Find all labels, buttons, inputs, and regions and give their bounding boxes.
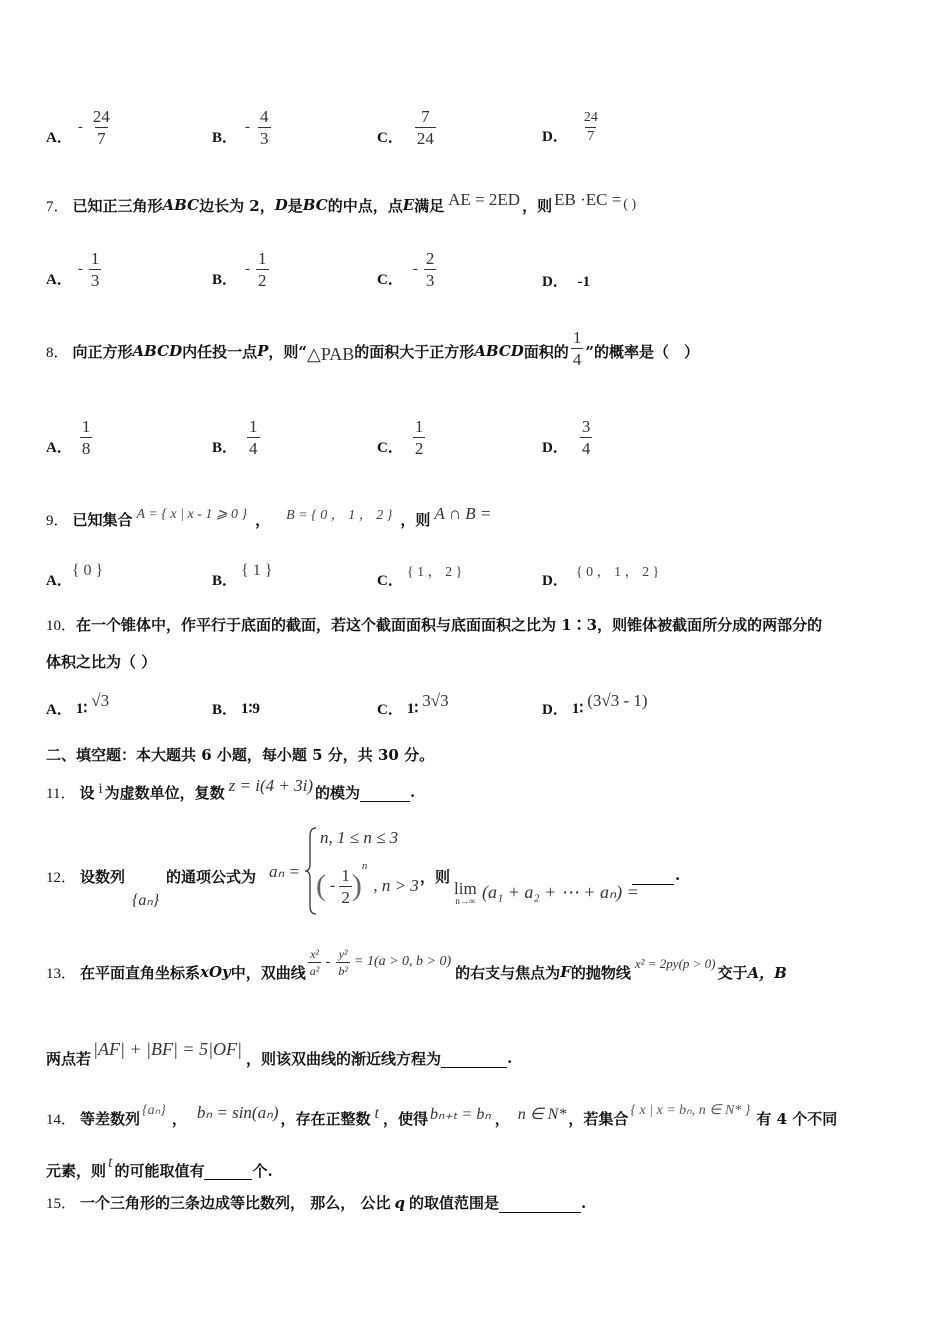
q6-option-c-label: C． <box>377 129 403 146</box>
q14-t: t <box>374 1105 379 1122</box>
q6-option-a[interactable] <box>46 104 112 150</box>
q7-option-a[interactable] <box>46 246 101 292</box>
q8-option-c-label: C． <box>377 439 403 456</box>
q10-option-b-label: B． <box>212 701 238 718</box>
q15-text2: 的取值范围是 <box>408 1194 499 1212</box>
q6-option-a-sign: - <box>77 118 83 135</box>
q13-line2-text2: ，则该双曲线的渐近线方程为 <box>245 1049 441 1068</box>
q15-end: . <box>580 1194 587 1212</box>
q14-line2-text1: 元素，则 <box>46 1161 107 1180</box>
q10-option-c-label: C． <box>377 701 403 718</box>
q13-hyperbola-x <box>308 948 322 977</box>
q11-answer-blank[interactable] <box>360 783 410 802</box>
q12-case2-cond: , n > 3 <box>373 876 419 895</box>
q9-sep: ， <box>255 510 271 529</box>
q13-line2-expression: |AF| + |BF| = 5|OF| <box>93 1038 242 1059</box>
q12-end: . <box>675 866 681 884</box>
q6-option-a-num: 24 <box>92 106 110 126</box>
q9-option-c-label: C． <box>377 572 403 589</box>
q6-option-b-den: 3 <box>260 128 269 148</box>
q15-number: 15． <box>46 1196 77 1212</box>
q8-fraction-num: 1 <box>572 327 582 347</box>
q13-answer-blank[interactable] <box>441 1049 507 1068</box>
q6-option-c[interactable] <box>377 104 436 150</box>
q14-line2 <box>46 1150 273 1180</box>
q12-text1: 设数列 <box>80 868 126 886</box>
q12-text3: ，则 <box>420 868 451 886</box>
q12-case2 <box>316 858 419 914</box>
q7-stem <box>46 190 636 220</box>
q13-stem <box>46 934 787 1004</box>
q12-case2-lparen: ( <box>316 869 326 902</box>
q12-case2-den: 2 <box>341 887 350 907</box>
q10-option-d[interactable] <box>542 686 648 716</box>
q13-text4: 的抛物线 <box>570 963 631 982</box>
q10-option-b-prefix: 1∶9 <box>241 700 260 717</box>
q10-option-d-value: (3√3 - 1) <box>587 691 648 710</box>
q13-end: . <box>507 1049 513 1067</box>
q9-option-a[interactable] <box>46 556 104 589</box>
q14-answer-blank[interactable] <box>204 1161 252 1180</box>
q12-number: 12． <box>46 870 77 886</box>
q13-line2-text1: 两点若 <box>46 1049 92 1068</box>
q7-point-d: D <box>274 196 288 214</box>
q8-option-a-fraction <box>80 418 93 457</box>
q7-condition: AE = 2ED <box>448 190 521 209</box>
q13-points: A，B <box>747 963 787 982</box>
q10-option-c[interactable] <box>377 686 449 716</box>
q10-option-c-prefix: 1∶ <box>406 700 419 717</box>
q15-stem <box>46 1192 586 1213</box>
q14-text4: ，若集合 <box>568 1109 629 1128</box>
q8-text3: ，则“ <box>268 342 308 361</box>
q14-sep1: ， <box>171 1109 187 1128</box>
q12-an: aₙ = <box>269 862 300 881</box>
q7-option-b-sign: - <box>245 260 251 277</box>
q9-option-c[interactable] <box>377 556 463 589</box>
q6-option-c-num: 7 <box>421 106 430 126</box>
q13-ha: a² <box>309 963 320 978</box>
q8-option-a-den: 8 <box>81 438 91 458</box>
q8-option-c-den: 2 <box>414 438 424 458</box>
q8-text4: 的面积大于正方形 <box>354 342 475 361</box>
q11-end: . <box>410 783 416 801</box>
q7-text5: 满足 <box>414 196 445 215</box>
q14-bnt: bₙ₊ₜ = bₙ <box>430 1106 491 1123</box>
q9-option-c-value: { 1 ， 2 } <box>406 565 463 580</box>
q9-option-b[interactable] <box>212 556 273 589</box>
q10-line2: 体积之比为（ ） <box>46 653 157 671</box>
q9-option-a-label: A． <box>46 572 72 589</box>
q8-fraction-den: 4 <box>572 349 582 369</box>
q8-option-d-label: D． <box>542 439 568 456</box>
q10-number: 10． <box>46 618 77 634</box>
q12-case2-rparen: ) <box>351 869 362 902</box>
q8-option-b-fraction <box>247 418 260 457</box>
q8-point: P <box>257 342 269 360</box>
q8-option-a[interactable] <box>46 414 92 460</box>
q13-minus: - <box>325 953 331 970</box>
q8-option-c[interactable] <box>377 414 425 460</box>
q11-number: 11． <box>46 785 76 802</box>
q10-option-a-label: A． <box>46 701 72 718</box>
q12-case2-sign: - <box>330 877 336 894</box>
q10-option-a[interactable] <box>46 686 109 716</box>
q6-option-b-num: 4 <box>260 106 269 126</box>
q7-option-d-value: -1 <box>577 274 591 290</box>
q15-q: q <box>394 1194 405 1212</box>
q9-stem <box>46 494 491 534</box>
q10-option-a-value: √3 <box>91 691 110 710</box>
q9-option-a-value: { 0 } <box>71 562 104 579</box>
q6-option-b-sign: - <box>245 118 251 135</box>
q7-option-a-den: 3 <box>90 270 100 290</box>
q13-text5: 交于 <box>717 963 748 982</box>
q7-option-d-label: D． <box>542 274 568 290</box>
q9-set-a: A = { x | x - 1 ⩾ 0 } <box>136 506 248 522</box>
q9-set-b: B = { 0 ， 1 ， 2 } <box>286 508 393 523</box>
q14-number: 14． <box>46 1111 77 1128</box>
q7-option-b-label: B． <box>212 271 238 288</box>
q14-line2-end: 个. <box>252 1161 273 1180</box>
q8-stem <box>46 328 699 374</box>
q14-sequence: {aₙ} <box>142 1102 166 1118</box>
q12-case2-num: 1 <box>341 865 350 885</box>
q13-xoy: xOy <box>200 963 231 981</box>
q7-option-c-label: C． <box>377 271 403 288</box>
q14-stem <box>46 1094 837 1134</box>
q13-text2: 中，双曲线 <box>230 963 306 982</box>
section2-title: 二、填空题：本大题共 6 小题，每小题 5 分，共 30 分。 <box>46 746 435 764</box>
q12-sequence: {aₙ} <box>132 892 160 909</box>
q13-hb: b² <box>338 963 348 978</box>
q8-text6: ”的概率是（ ） <box>585 342 699 361</box>
q10-line1 <box>46 614 822 635</box>
q7-option-b-den: 2 <box>258 270 267 290</box>
q15-text1: 一个三角形的三条边成等比数列， 那么， 公比 <box>80 1194 391 1212</box>
q8-option-d-num: 3 <box>581 416 591 436</box>
q9-option-d[interactable] <box>542 556 660 589</box>
q8-triangle: △PAB <box>307 343 355 364</box>
q8-option-d-fraction <box>580 418 593 457</box>
q14-text3: ，使得 <box>382 1109 428 1128</box>
q8-option-a-label: A． <box>46 439 72 456</box>
q11-text2: 为虚数单位，复数 <box>104 783 225 802</box>
q8-option-c-num: 1 <box>414 416 424 436</box>
q13-focus: F <box>560 963 571 981</box>
q6-option-a-label: A． <box>46 129 72 146</box>
q10-option-c-value: 3√3 <box>422 691 449 710</box>
q7-point-e: E <box>402 196 415 214</box>
q6-option-b-label: B． <box>212 129 238 146</box>
q7-text1: 已知正三角形 <box>72 196 163 215</box>
q12-lim-word: lim <box>454 879 477 898</box>
q14-line2-text2: 的可能取值有 <box>114 1161 205 1180</box>
q12-answer-blank[interactable] <box>632 866 674 885</box>
q9-option-d-value: { 0 ， 1 ， 2 } <box>575 565 660 580</box>
q6-option-b-fraction <box>258 108 271 147</box>
q6-option-a-fraction <box>91 108 112 147</box>
q9-option-b-label: B． <box>212 572 238 589</box>
q8-square: ABCD <box>132 342 183 360</box>
q13-line2 <box>46 1034 512 1070</box>
q8-option-d-den: 4 <box>581 438 591 458</box>
q10-option-d-label: D． <box>542 701 568 718</box>
q8-option-c-fraction <box>413 418 426 457</box>
q8-fraction <box>571 329 584 368</box>
q11-stem <box>46 770 415 804</box>
q11-imag-unit: i <box>98 780 103 797</box>
q12-text2: 的通项公式为 <box>166 868 257 886</box>
q12-case2-fraction <box>339 867 352 906</box>
q7-option-c-den: 3 <box>425 270 435 290</box>
q9-option-d-label: D． <box>542 572 568 589</box>
q6-option-c-fraction <box>415 108 436 147</box>
q13-hyperbola-cond: = 1(a > 0, b > 0) <box>354 954 452 969</box>
q7-segment: BC <box>302 196 328 214</box>
q13-text1: 在平面直角坐标系 <box>80 963 201 982</box>
q12-case2-exp: n <box>361 860 368 872</box>
q14-bn: bₙ = sin(aₙ) <box>196 1103 279 1122</box>
q6-option-d-num: 24 <box>583 109 598 125</box>
q8-number: 8． <box>46 344 69 361</box>
q7-paren: ( ) <box>623 197 637 212</box>
q7-option-b-num: 1 <box>258 248 267 268</box>
q14-line2-t: t <box>108 1154 113 1171</box>
q7-option-b[interactable] <box>212 246 269 292</box>
q8-option-b-den: 4 <box>249 438 258 458</box>
q11-expression: z = i(4 + 3i) <box>228 776 313 795</box>
q7-text2: 边长为 2， <box>199 196 275 215</box>
q7-option-a-sign: - <box>77 260 83 277</box>
q7-option-c-fraction <box>424 250 437 289</box>
q7-option-c[interactable] <box>377 246 436 292</box>
q7-text4: 的中点，点 <box>327 196 403 215</box>
q7-option-a-label: A． <box>46 271 72 288</box>
q14-text2: ，存在正整数 <box>280 1109 371 1128</box>
q12-lim-sub: n→∞ <box>455 896 476 906</box>
q7-expression: EB ·EC = <box>554 190 622 209</box>
q10-line1-text: 在一个锥体中，作平行于底面的截面，若这个截面面积与底面面积之比为 1∶3，则锥体被截面所分成的两部分的 <box>76 616 823 634</box>
q6-option-d-fraction <box>582 111 600 144</box>
q14-set: { x | x = bₙ, n ∈ N* } <box>630 1102 751 1118</box>
q8-option-b[interactable] <box>212 414 260 460</box>
q8-square2: ABCD <box>474 342 524 360</box>
q7-text6: ，则 <box>522 196 553 215</box>
q13-hy: y² <box>338 946 348 961</box>
q7-text3: 是 <box>287 196 303 215</box>
q13-hx: x² <box>310 946 320 961</box>
q7-number: 7． <box>46 198 69 215</box>
q6-option-b[interactable] <box>212 104 271 150</box>
q13-text3: 的右支与焦点为 <box>455 963 561 982</box>
q7-option-b-fraction <box>256 250 269 289</box>
q8-text5: 面积的 <box>523 342 569 361</box>
q9-expression: A ∩ B = <box>434 504 492 523</box>
q7-option-c-num: 2 <box>425 248 435 268</box>
q6-option-a-den: 7 <box>97 128 106 148</box>
q14-n-in-n: n ∈ N* <box>517 1106 567 1123</box>
q8-text2: 内任投一点 <box>182 342 258 361</box>
q11-text3: 的模为 <box>314 783 360 802</box>
q13-parabola: x² = 2py(p > 0) <box>634 956 716 971</box>
q10-option-d-prefix: 1∶ <box>571 700 584 717</box>
q9-text2: ，则 <box>400 510 431 529</box>
q6-option-d-label: D． <box>542 128 568 145</box>
q6-option-d[interactable] <box>542 106 600 148</box>
q8-option-a-num: 1 <box>81 416 91 436</box>
q8-option-d[interactable] <box>542 414 592 460</box>
q8-option-b-label: B． <box>212 439 238 456</box>
q7-option-c-sign: - <box>412 260 418 277</box>
q14-text5: 有 4 个不同 <box>756 1109 838 1128</box>
q10-option-b[interactable] <box>212 686 260 716</box>
q6-option-d-den: 7 <box>587 128 595 144</box>
q6-option-c-den: 24 <box>416 128 434 148</box>
q9-text1: 已知集合 <box>72 510 133 529</box>
q8-text1: 向正方形 <box>72 342 133 361</box>
q13-number: 13． <box>46 965 77 982</box>
q7-option-d[interactable] <box>542 270 590 291</box>
q7-option-a-num: 1 <box>90 248 100 268</box>
q10-option-a-prefix: 1∶ <box>75 700 88 717</box>
q8-option-b-num: 1 <box>249 416 258 436</box>
q12-lim <box>454 880 477 906</box>
q14-text1: 等差数列 <box>80 1109 141 1128</box>
q9-number: 9． <box>46 512 69 529</box>
q11-text1: 设 <box>79 783 95 802</box>
q7-triangle: ABC <box>162 196 200 214</box>
q12-lim-expression: (a₁ + a₂ + ⋯ + aₙ) = <box>482 882 639 902</box>
q7-option-a-fraction <box>89 250 102 289</box>
q12-case1: n, 1 ≤ n ≤ 3 <box>320 828 399 847</box>
q15-answer-blank[interactable] <box>499 1194 581 1213</box>
q9-option-b-value: { 1 } <box>241 562 273 579</box>
q13-hyperbola-y <box>336 948 350 977</box>
q14-sep2: ， <box>494 1109 510 1128</box>
